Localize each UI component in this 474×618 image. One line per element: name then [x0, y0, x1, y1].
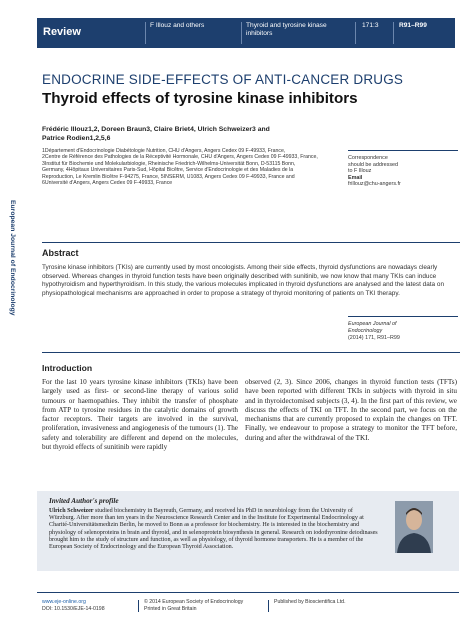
email-label: Email: [348, 174, 363, 181]
series-title: ENDOCRINE SIDE-EFFECTS OF ANTI-CANCER DRUGS: [42, 72, 404, 87]
footer-divider: [268, 600, 269, 612]
affiliation-line: 3Institut für Biochemie und Molekularbiologie, Rheinische Friedrich-Wilhelms-Universität Bonn, D-53115 Bonn,: [42, 160, 296, 167]
header-divider: [241, 22, 242, 44]
journal-citation: (2014) 171, R91–R99: [348, 334, 400, 341]
affiliation-line: 6Université d'Angers, Angers Cedex 09 F-49933, France: [42, 180, 173, 187]
footer-links: [42, 599, 105, 612]
intro-column-right: observed (2, 3). Since 2006, changes in thyroid function tests (TFTs) have been reported with different TKIs in subjects with thyroid in situ and in thyroidectomised subjects (3, 4). In the first part of this review, we discuss the effects of TKI on TFT. In the second part, we focus on the mechanisms that are currently proposed to explain the changes on TFT. Finally, we endeavour to propose a strategy to monitor the TFT before, during and after the withdrawal of the TKI.: [245, 378, 457, 442]
footer-divider: [138, 600, 139, 612]
footer-copyright: [144, 599, 243, 612]
correspondence-box: [348, 150, 458, 188]
profile-bio: studied biochemistry in Bayreuth, Germany, and received his PhD in neurobiology from the University of Würzburg. After more than ten years in the Neuroscience Research Center and in the Institute for Experimental Endocrinology at Charité-Universitätsmedizin Berlin, he moved to Bonn as a professor for biochemistry. He is interested in the biochemistry and physiology of selenoproteins in brain and thyroid, and in selenoprotein biosynthesis in general. Research on iodothyronine deiodinases brought him to the study of structure and function, as well as physiology, of thyroid hormone transporters. He is a member of the European Society of Endocrinology and the European Thyroid Association.: [49, 508, 378, 551]
website-link[interactable]: www.eje-online.org: [42, 599, 86, 605]
profile-text: [49, 508, 379, 551]
sidebar-journal-text: European Journal of Endocrinology: [9, 200, 16, 316]
profile-heading: Invited Author's profile: [49, 497, 119, 505]
journal-name-line: European Journal of: [348, 321, 397, 327]
sidebar-journal-name: [4, 200, 18, 420]
author-list: [42, 125, 342, 143]
printed-text: Printed in Great Britain: [144, 605, 197, 612]
abstract-heading: Abstract: [42, 248, 79, 258]
intro-column-left: For the last 10 years tyrosine kinase inhibitors (TKIs) have been largely used as first- or second-line therapy of various solid tumours or haemopathies. They inhibit the transfer of phosphate from ATP to tyrosine residues in the catalytic domains of growth factor receptors. Their targets are involved in the survival, proliferation, invasiveness and angiogenesis of the tumours (1). The safety and tolerability are different and depend on the molecules, but thyroid effects of sunitinib were rapidly: [42, 378, 238, 452]
author-photo-icon: [395, 501, 433, 553]
header-volume: 171:3: [362, 22, 379, 29]
header-running-title: Thyroid and tyrosine kinase inhibitors: [246, 22, 327, 37]
header-divider: [355, 22, 356, 44]
correspondence-heading: Correspondence: [348, 155, 388, 161]
journal-header-bar: [37, 18, 455, 48]
article-title: Thyroid effects of tyrosine kinase inhibitors: [42, 90, 358, 107]
author-profile-box: [37, 491, 459, 571]
journal-citation-box: [348, 316, 458, 341]
correspondence-line: should be addressed: [348, 161, 399, 168]
affiliation-line: Reproduction, Le Kremlin Bicêtre F-94275, France, 5INSERM, U1083, Angers Cedex 09 F-49933, France and: [42, 173, 295, 180]
copyright-text: © 2014 European Society of Endocrinology: [144, 599, 244, 605]
email-address[interactable]: frillouz@chu-angers.fr: [348, 181, 401, 188]
header-authors: F Illouz and others: [150, 22, 205, 29]
header-divider: [145, 22, 146, 44]
article-type-label: Review: [43, 26, 81, 38]
affiliation-line: 2Centre de Référence des Pathologies de la Réceptivité Hormonale, CHU d'Angers, Angers Cedex 09 F-49933, France,: [42, 154, 318, 161]
author-photo: [395, 501, 433, 553]
journal-name-line: Endocrinology: [348, 327, 383, 334]
abstract-text: Tyrosine kinase inhibitors (TKIs) are currently used by most oncologists. Among their side effects, thyroid dysfunctions are nowadays clearly observed. Whereas changes in thyroid function tests have been originally described with sunitinib, we now know that many TKIs can induce hypothyroidism and hyperthyroidism. In this study, the various molecules implicated in thyroid dysfunctions are analysed and the latest data on physiopathological mechanisms are approached in order to propose a strategy of thyroid monitoring of patients on TKI therapy.: [42, 264, 444, 297]
introduction-heading: Introduction: [42, 363, 93, 373]
affiliation-line: 1Département d'Endocrinologie Diabétologie Nutrition, CHU d'Angers, Angers Cedex 09 F-49933, France,: [42, 148, 286, 154]
affiliation-line: Germany, 4Hôpitaux Universitaires Paris-Sud, Hôpital Bicêtre, Service d'Endocrinologie et des Maladies de la: [42, 167, 294, 174]
authors-line-2: Patrice Rodien1,2,5,6: [42, 135, 111, 142]
header-divider: [393, 22, 394, 44]
header-pages: R91–R99: [399, 22, 427, 29]
abstract-top-rule: [42, 242, 460, 243]
profile-name: Ulrich Schweizer: [49, 508, 94, 514]
correspondence-line: to F Illouz: [348, 168, 372, 175]
intro-top-rule: [42, 352, 460, 353]
footer-rule: [37, 592, 459, 593]
footer-publisher: Published by Bioscientifica Ltd.: [274, 599, 346, 605]
authors-line-1: Frédéric Illouz1,2, Doreen Braun3, Claire Briet4, Ulrich Schweizer3 and: [42, 126, 270, 133]
doi: DOI: 10.1530/EJE-14-0198: [42, 605, 105, 612]
affiliations: [42, 148, 337, 186]
